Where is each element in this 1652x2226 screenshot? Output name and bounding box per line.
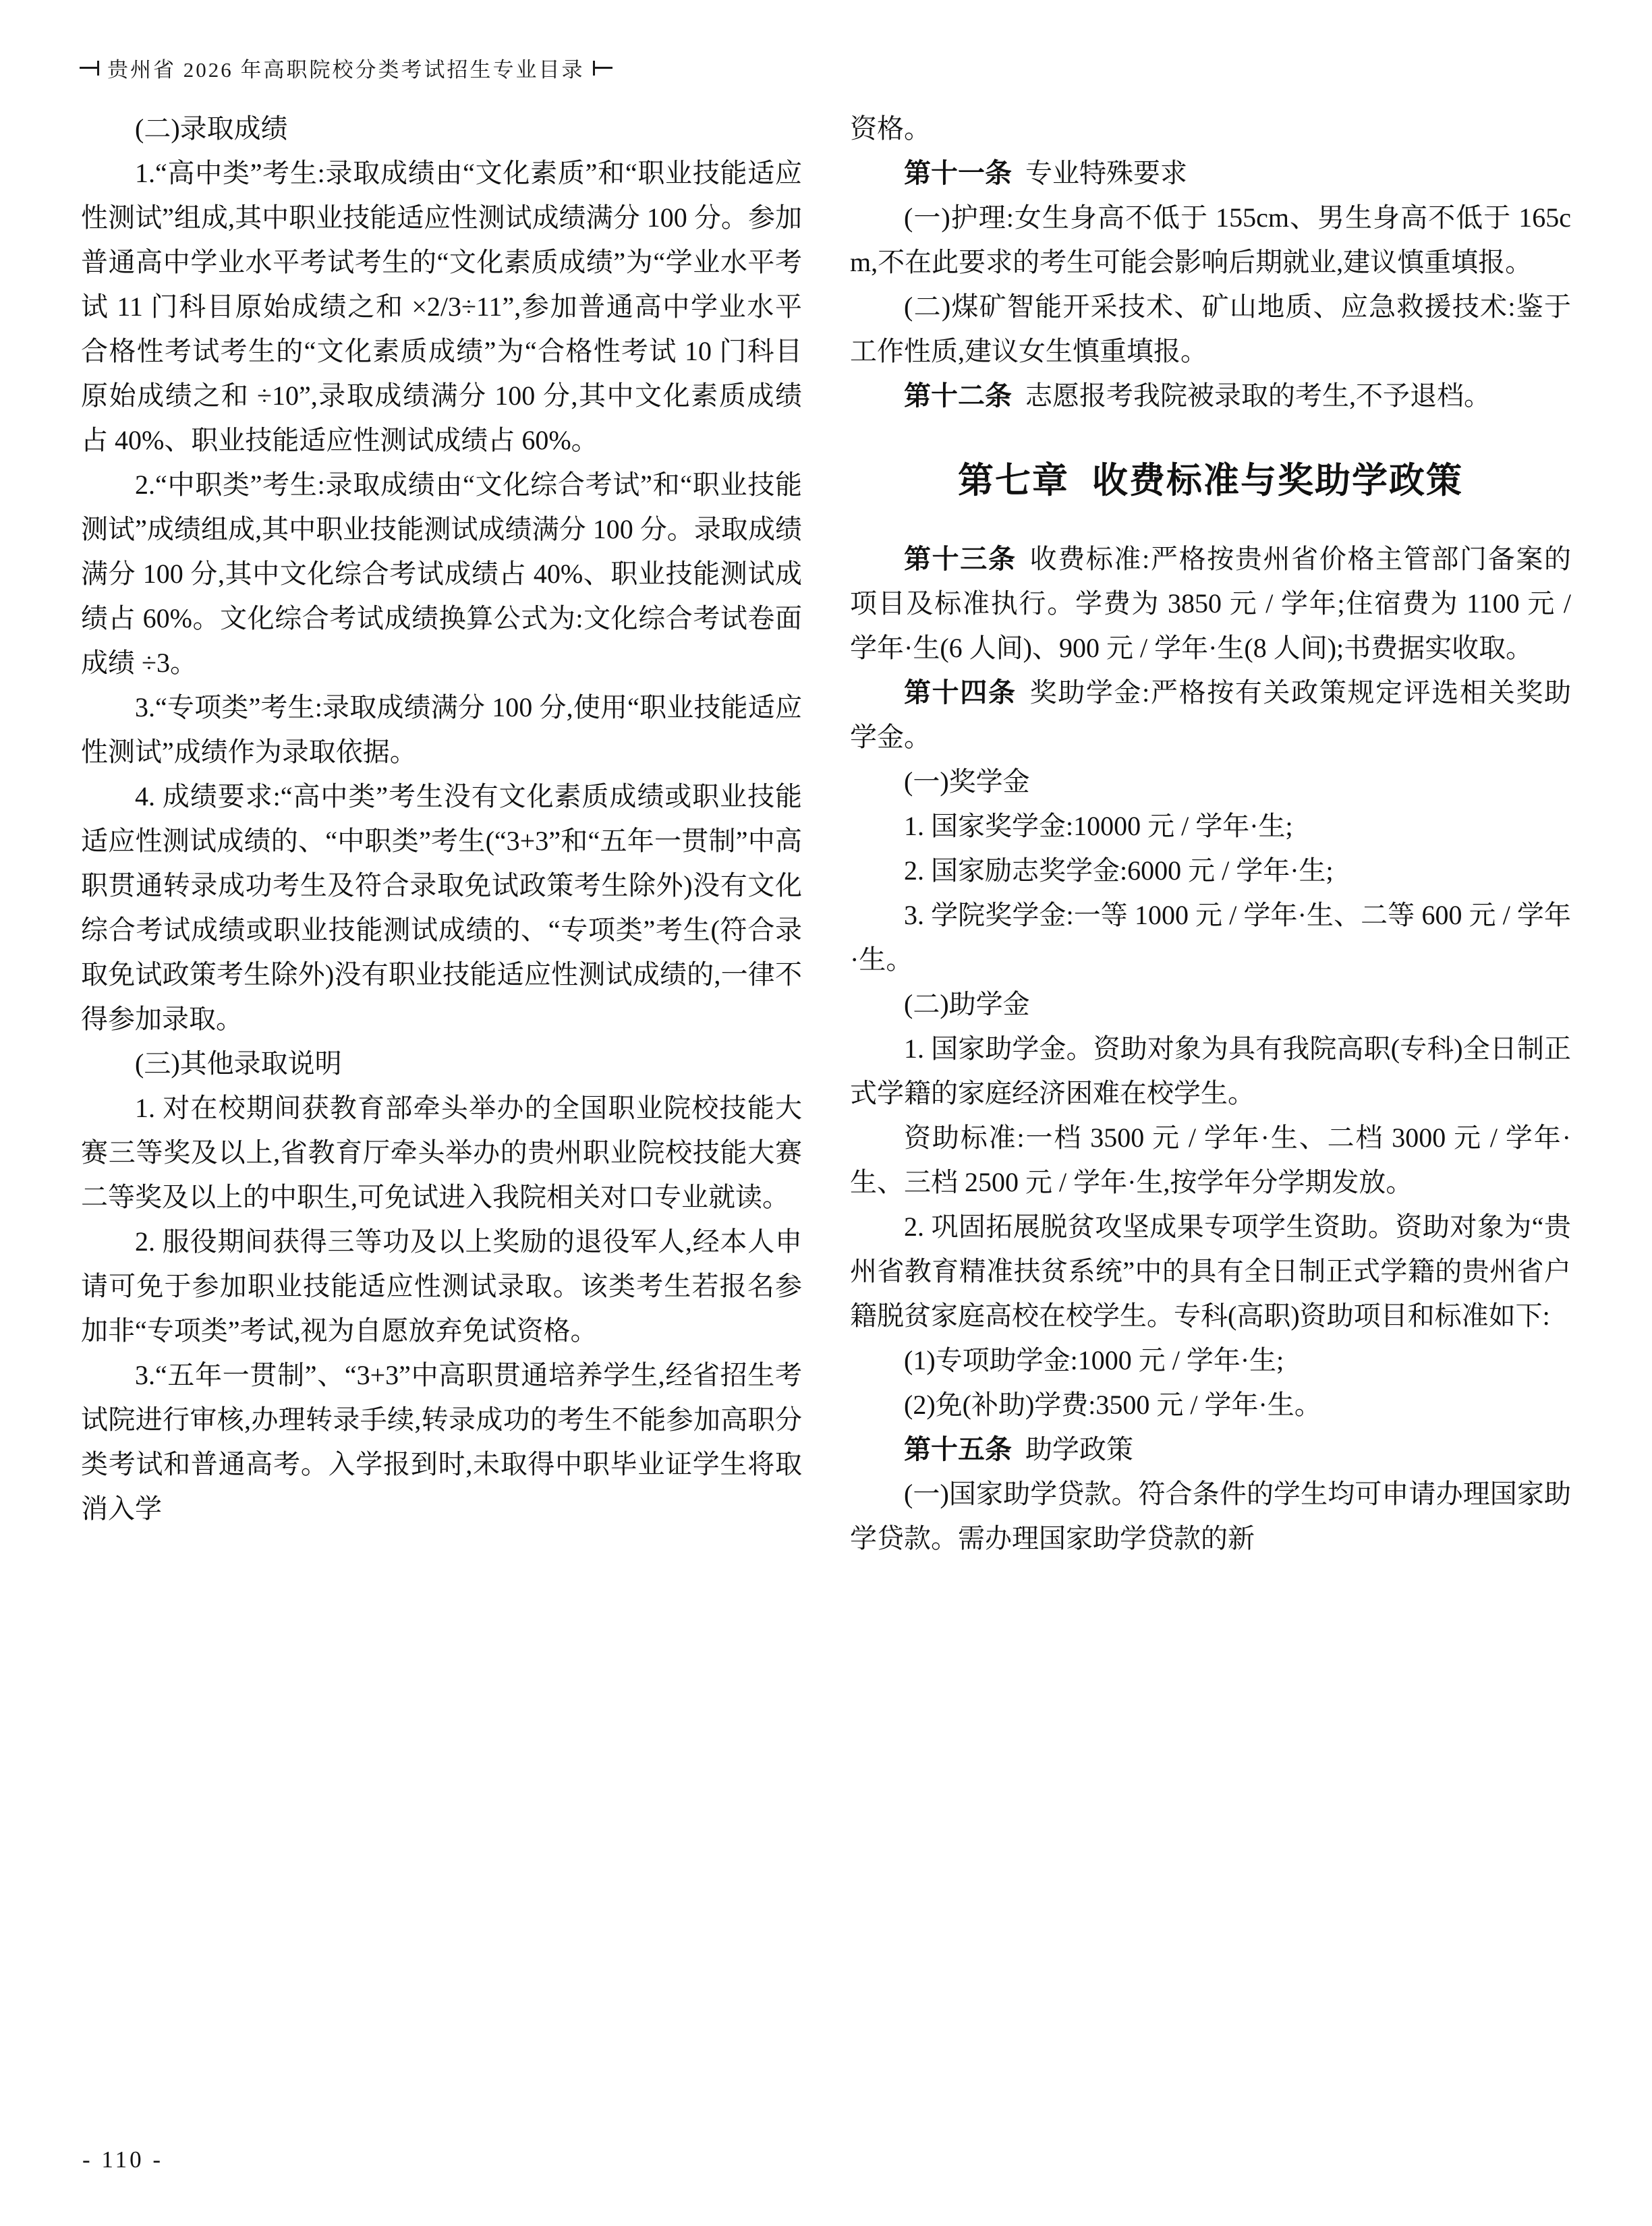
paragraph bbox=[850, 1205, 1571, 1338]
paragraph bbox=[850, 804, 1571, 849]
paragraph bbox=[81, 151, 802, 463]
bold-lead: 第七章 bbox=[958, 461, 1069, 501]
paragraph bbox=[81, 1220, 802, 1353]
paragraph-text: 2. 巩固拓展脱贫攻坚成果专项学生资助。资助对象为“贵州省教育精准扶贫系统”中的具有全日制正式学籍的贵州省户籍脱贫家庭高校在校学生。专科(高职)资助项目和标准如下: bbox=[850, 1211, 1571, 1331]
paragraph bbox=[850, 849, 1571, 893]
paragraph-text: (二)煤矿智能开采技术、矿山地质、应急救援技术:鉴于工作性质,建议女生慎重填报。 bbox=[850, 291, 1571, 366]
paragraph-text: 2. 国家励志奖学金:6000 元 / 学年·生; bbox=[904, 855, 1334, 886]
paragraph-text: 收费标准与奖助学政策 bbox=[1092, 461, 1463, 501]
paragraph-text: (一)国家助学贷款。符合条件的学生均可申请办理国家助学贷款。需办理国家助学贷款的新 bbox=[850, 1479, 1571, 1553]
header-rule-right-icon bbox=[595, 67, 613, 69]
paragraph-text: 3.“专项类”考生:录取成绩满分 100 分,使用“职业技能适应性测试”成绩作为录取依据。 bbox=[81, 692, 802, 767]
paragraph-text: 1. 对在校期间获教育部牵头举办的全国职业院校技能大赛三等奖及以上,省教育厅牵头举办的贵州职业院校技能大赛二等奖及以上的中职生,可免试进入我院相关对口专业就读。 bbox=[81, 1093, 802, 1212]
paragraph bbox=[81, 1041, 802, 1086]
header-tick-left-icon bbox=[97, 61, 99, 76]
bold-lead: 第十三条 bbox=[904, 544, 1017, 574]
paragraph-text: 2. 服役期间获得三等功及以上奖励的退役军人,经本人申请可免于参加职业技能适应性测试录取。该类考生若报名参加非“专项类”考试,视为自愿放弃免试资格。 bbox=[81, 1226, 802, 1346]
right-column bbox=[850, 107, 1571, 1561]
left-column bbox=[81, 107, 802, 1531]
paragraph bbox=[850, 374, 1571, 418]
paragraph bbox=[850, 893, 1571, 982]
paragraph-text: 志愿报考我院被录取的考生,不予退档。 bbox=[1025, 380, 1491, 411]
paragraph bbox=[81, 774, 802, 1041]
paragraph-text: (2)免(补助)学费:3500 元 / 学年·生。 bbox=[904, 1390, 1321, 1420]
paragraph bbox=[81, 107, 802, 151]
paragraph-text: 1.“高中类”考生:录取成绩由“文化素质”和“职业技能适应性测试”组成,其中职业技能适应性测试成绩满分 100 分。参加普通高中学业水平考试考生的“文化素质成绩”为“学业水平考试 11 门科目原始成绩之和 ×2/3÷11”,参加普通高中学业水平合格性考试考生的“文化素质成绩”为“合格性考试 10 门科目原始成绩之和 ÷10”,录取成绩满分 100 分,其中文化素质成绩占 40%、职业技能适应性测试成绩占 60%。 bbox=[81, 158, 802, 455]
paragraph bbox=[850, 537, 1571, 670]
chapter-heading bbox=[850, 455, 1571, 507]
header-rule-left-icon bbox=[80, 67, 97, 69]
two-column-body bbox=[81, 107, 1571, 1561]
paragraph-text: (一)奖学金 bbox=[904, 766, 1030, 797]
paragraph bbox=[81, 463, 802, 685]
page-number: - 110 - bbox=[82, 2146, 164, 2173]
header-title: 贵州省 2026 年高职院校分类考试招生专业目录 bbox=[107, 58, 585, 82]
paragraph-text: (1)专项助学金:1000 元 / 学年·生; bbox=[904, 1345, 1284, 1375]
paragraph-text: 3.“五年一贯制”、“3+3”中高职贯通培养学生,经省招生考试院进行审核,办理转录手续,转录成功的考生不能参加高职分类考试和普通高考。入学报到时,未取得中职毕业证学生将取消入学 bbox=[81, 1360, 802, 1524]
paragraph-text: 2.“中职类”考生:录取成绩由“文化综合考试”和“职业技能测试”成绩组成,其中职业技能测试成绩满分 100 分。录取成绩满分 100 分,其中文化综合考试成绩占 40%、职业技能测试成绩占 60%。文化综合考试成绩换算公式为:文化综合考试卷面成绩 ÷3。 bbox=[81, 469, 802, 678]
bold-lead: 第十五条 bbox=[904, 1435, 1012, 1464]
paragraph bbox=[850, 1383, 1571, 1427]
paragraph-text: (三)其他录取说明 bbox=[135, 1048, 342, 1079]
paragraph-text: 1. 国家奖学金:10000 元 / 学年·生; bbox=[904, 811, 1293, 841]
paragraph bbox=[850, 285, 1571, 374]
paragraph bbox=[81, 685, 802, 774]
page-header bbox=[80, 53, 613, 83]
paragraph-text: 专业特殊要求 bbox=[1025, 158, 1187, 188]
paragraph bbox=[850, 107, 1571, 151]
paragraph bbox=[850, 1116, 1571, 1205]
paragraph bbox=[850, 670, 1571, 760]
paragraph-text: (一)护理:女生身高不低于 155cm、男生身高不低于 165cm,不在此要求的考生可能会影响后期就业,建议慎重填报。 bbox=[850, 202, 1571, 277]
paragraph bbox=[850, 1338, 1571, 1383]
bold-lead: 第十二条 bbox=[904, 381, 1012, 411]
paragraph bbox=[850, 982, 1571, 1027]
paragraph bbox=[850, 151, 1571, 196]
paragraph-text: 4. 成绩要求:“高中类”考生没有文化素质成绩或职业技能适应性测试成绩的、“中职类”考生(“3+3”和“五年一贯制”中高职贯通转录成功考生及符合录取免试政策考生除外)没有文化综合考试成绩或职业技能测试成绩的、“专项类”考生(符合录取免试政策考生除外)没有职业技能适应性测试成绩的,一律不得参加录取。 bbox=[81, 781, 802, 1034]
paragraph bbox=[850, 1472, 1571, 1561]
paragraph-text: 资助标准:一档 3500 元 / 学年·生、二档 3000 元 / 学年·生、三档 2500 元 / 学年·生,按学年分学期发放。 bbox=[850, 1122, 1571, 1197]
paragraph-text: 资格。 bbox=[850, 113, 931, 144]
bold-lead: 第十一条 bbox=[904, 159, 1012, 188]
paragraph-text: 1. 国家助学金。资助对象为具有我院高职(专科)全日制正式学籍的家庭经济困难在校学生。 bbox=[850, 1033, 1571, 1108]
paragraph-text: 3. 学院奖学金:一等 1000 元 / 学年·生、二等 600 元 / 学年·生。 bbox=[850, 900, 1571, 975]
paragraph bbox=[850, 1427, 1571, 1472]
paragraph-text: (二)助学金 bbox=[904, 989, 1030, 1019]
paragraph-text: 收费标准:严格按贵州省价格主管部门备案的项目及标准执行。学费为 3850 元 / 学年;住宿费为 1100 元 / 学年·生(6 人间)、900 元 / 学年·生(8 人间);书费据实收取。 bbox=[850, 544, 1571, 663]
paragraph bbox=[850, 1027, 1571, 1116]
bold-lead: 第十四条 bbox=[904, 678, 1017, 708]
paragraph-text: 助学政策 bbox=[1025, 1434, 1133, 1464]
paragraph bbox=[81, 1353, 802, 1531]
paragraph bbox=[850, 196, 1571, 285]
paragraph-text: (二)录取成绩 bbox=[135, 113, 288, 144]
paragraph bbox=[81, 1086, 802, 1220]
paragraph-text: 奖助学金:严格按有关政策规定评选相关奖助学金。 bbox=[850, 677, 1571, 752]
paragraph bbox=[850, 760, 1571, 804]
